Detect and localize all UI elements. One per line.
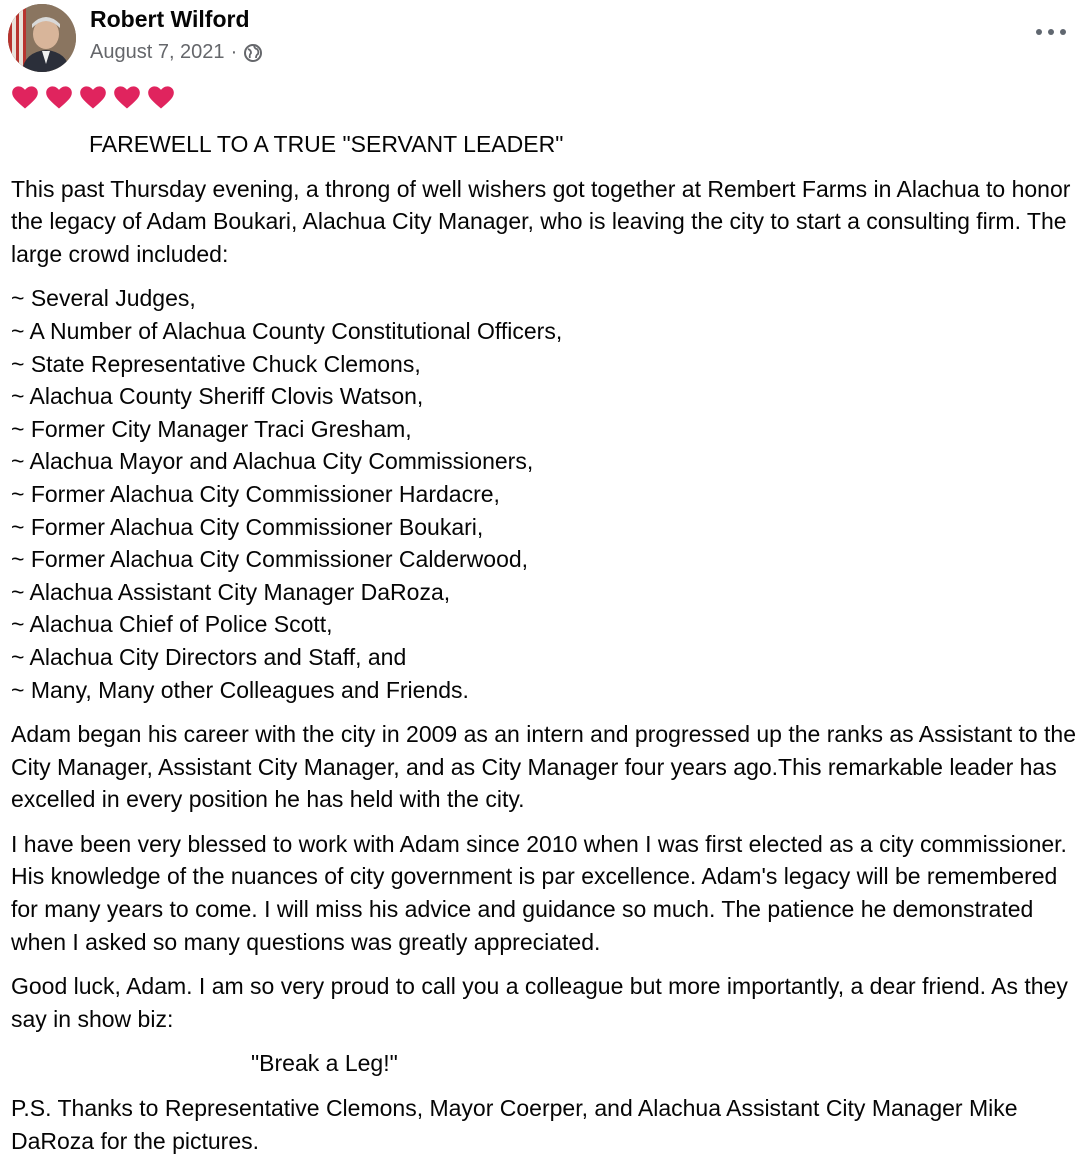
list-item: ~ Alachua City Directors and Staff, and xyxy=(11,643,407,670)
post-header xyxy=(0,0,1092,76)
post-heading: FAREWELL TO A TRUE "SERVANT LEADER" xyxy=(89,131,564,157)
heart-icon xyxy=(11,84,39,112)
list-item: ~ Several Judges, xyxy=(11,285,196,312)
heart-icon xyxy=(79,84,107,112)
blessed-paragraph: I have been very blessed to work with Adam since 2010 when I was first elected as a city commissioner. His knowledge of the nuances of city government is par excellence. Adam's legacy will be remembered for many years to come. I will miss his advice and guidance so much. The patience he demonstrated when I asked so many questions was greatly appreciated. xyxy=(11,830,1067,955)
heart-emoji-row xyxy=(11,84,1086,116)
post-body xyxy=(11,84,1086,1169)
list-item: ~ Former Alachua City Commissioner Calderwood, xyxy=(11,546,529,573)
list-item: ~ Alachua County Sheriff Clovis Watson, xyxy=(11,383,424,410)
post-meta xyxy=(90,41,263,64)
author-name[interactable]: Robert Wilford xyxy=(90,6,250,32)
list-item: ~ State Representative Chuck Clemons, xyxy=(11,350,421,377)
good-luck-paragraph: Good luck, Adam. I am so very proud to call you a colleague but more importantly, a dear friend. As they say in show biz: xyxy=(11,973,1068,1032)
ps-paragraph: P.S. Thanks to Representative Clemons, Mayor Coerper, and Alachua Assistant City Manager Mike DaRoza for the pictures. xyxy=(11,1095,1018,1154)
more-options-icon[interactable] xyxy=(1036,22,1066,42)
heart-icon xyxy=(113,84,141,112)
attendee-list xyxy=(11,282,1086,706)
list-item: ~ Alachua Chief of Police Scott, xyxy=(11,611,333,638)
avatar-photo xyxy=(8,4,76,72)
list-item: ~ Alachua Assistant City Manager DaRoza, xyxy=(11,578,451,605)
list-item: ~ A Number of Alachua County Constitutional Officers, xyxy=(11,317,563,344)
list-item: ~ Former Alachua City Commissioner Hardacre, xyxy=(11,480,500,507)
career-paragraph: Adam began his career with the city in 2009 as an intern and progressed up the ranks as Assistant to the City Manager, Assistant City Manager, and as City Manager four years ago.This remarkable leader has excelled in every position he has held with the city. xyxy=(11,721,1077,813)
post-date[interactable]: August 7, 2021 xyxy=(90,41,225,63)
intro-paragraph: This past Thursday evening, a throng of well wishers got together at Rembert Farms in Alachua to honor the legacy of Adam Boukari, Alachua City Manager, who is leaving the city to start a consulting firm. The large crowd included: xyxy=(11,175,1071,267)
globe-icon xyxy=(243,43,263,63)
list-item: ~ Alachua Mayor and Alachua City Commissioners, xyxy=(11,448,534,475)
heart-icon xyxy=(45,84,73,112)
list-item: ~ Former City Manager Traci Gresham, xyxy=(11,415,412,442)
author-avatar[interactable] xyxy=(8,4,76,72)
heart-icon xyxy=(147,84,175,112)
list-item: ~ Many, Many other Colleagues and Friends. xyxy=(11,676,469,703)
break-a-leg-line: "Break a Leg!" xyxy=(251,1050,398,1077)
list-item: ~ Former Alachua City Commissioner Boukari, xyxy=(11,513,484,540)
meta-separator: · xyxy=(230,41,238,63)
